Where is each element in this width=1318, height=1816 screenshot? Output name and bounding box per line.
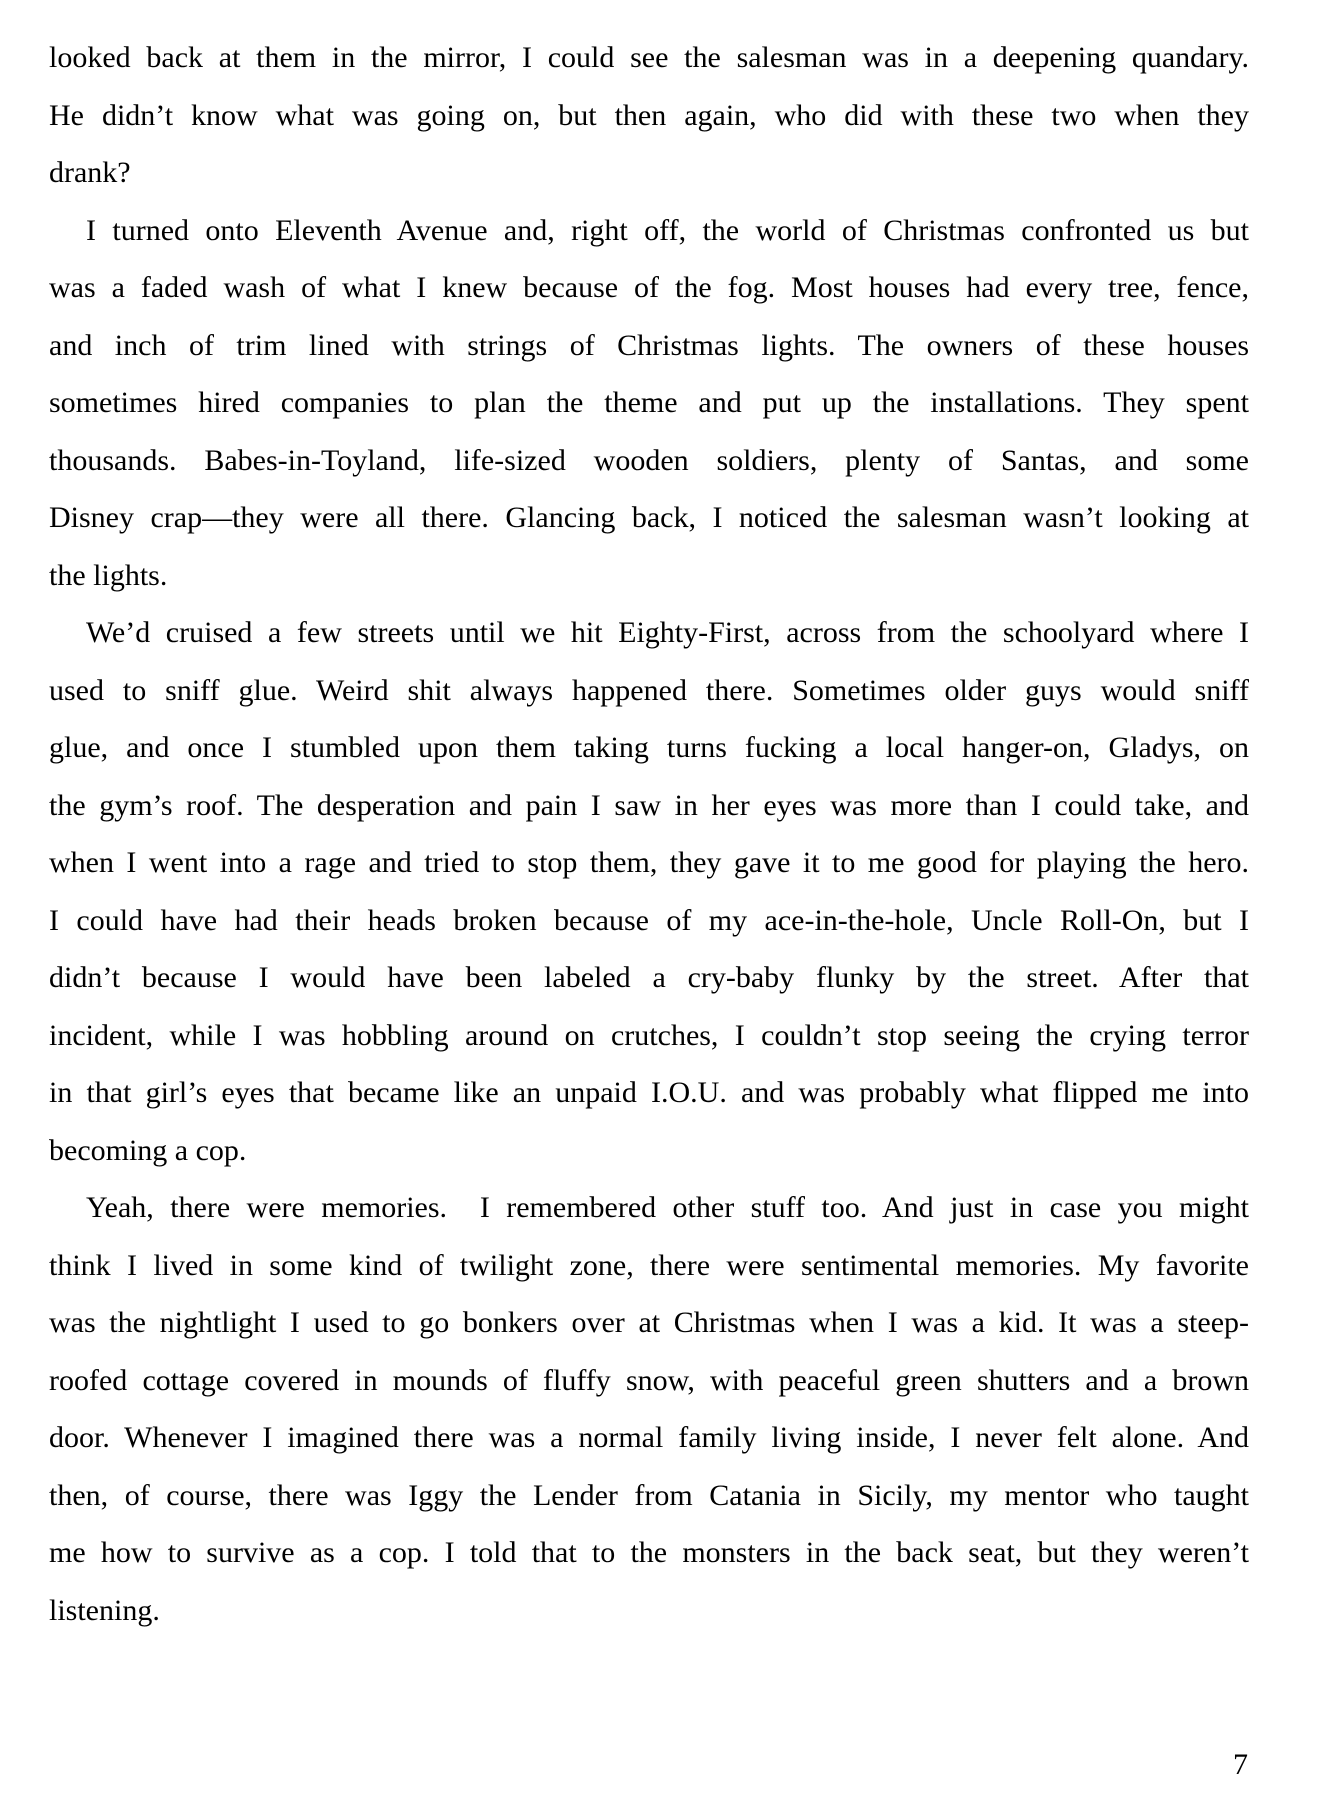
text-line: Yeah, there were memories. I remembered other stuff too. And just in case you might (86, 1191, 1249, 1224)
text-line: I could have had their heads broken because of my ace-in-the-hole, Uncle Roll-On, but I (49, 903, 1249, 937)
text-line: me how to survive as a cop. I told that to the monsters in the back seat, but they weren’t (49, 1536, 1249, 1569)
text-line: incident, while I was hobbling around on crutches, I couldn’t stop seeing the crying terror (49, 1018, 1249, 1052)
text-line: the gym’s roof. The desperation and pain I saw in her eyes was more than I could take, and (49, 788, 1249, 822)
text-line: looked back at them in the mirror, I could see the salesman was in a deepening quandary. (49, 41, 1249, 74)
text-line: glue, and once I stumbled upon them taking turns fucking a local hanger-on, Gladys, on (49, 731, 1249, 764)
text-line: didn’t because I would have been labeled a cry-baby flunky by the street. After that (49, 961, 1249, 994)
text-line: I turned onto Eleventh Avenue and, right off, the world of Christmas confronted us but (86, 213, 1249, 247)
paragraph (49, 29, 1249, 202)
text-line: used to sniff glue. Weird shit always happened there. Sometimes older guys would sniff (49, 673, 1249, 707)
page-number: 7 (1233, 1748, 1248, 1781)
text-line: then, of course, there was Iggy the Lender from Catania in Sicily, my mentor who taught (49, 1478, 1249, 1512)
text-line: listening. (49, 1593, 160, 1627)
text-line: Disney crap—they were all there. Glancing back, I noticed the salesman wasn’t looking at (49, 501, 1249, 534)
text-line: thousands. Babes-in-Toyland, life-sized wooden soldiers, plenty of Santas, and some (49, 443, 1249, 477)
paragraph (49, 604, 1249, 1179)
text-line: was a faded wash of what I knew because of the fog. Most houses had every tree, fence, (49, 271, 1249, 304)
text-line: think I lived in some kind of twilight zone, there were sentimental memories. My favorite (49, 1248, 1249, 1282)
text-line: roofed cottage covered in mounds of fluffy snow, with peaceful green shutters and a brown (49, 1363, 1249, 1397)
text-line: sometimes hired companies to plan the theme and put up the installations. They spent (49, 386, 1249, 419)
text-line: was the nightlight I used to go bonkers over at Christmas when I was a kid. It was a steep- (49, 1306, 1249, 1339)
page-text (49, 29, 1249, 1639)
paragraph (49, 202, 1249, 605)
text-line: door. Whenever I imagined there was a normal family living inside, I never felt alone. And (49, 1421, 1249, 1454)
text-line: in that girl’s eyes that became like an unpaid I.O.U. and was probably what flipped me into (49, 1076, 1249, 1109)
text-line: We’d cruised a few streets until we hit Eighty-First, across from the schoolyard where I (86, 616, 1249, 649)
text-line: when I went into a rage and tried to stop them, they gave it to me good for playing the hero. (49, 846, 1249, 879)
text-line: and inch of trim lined with strings of Christmas lights. The owners of these houses (49, 328, 1249, 362)
text-line: He didn’t know what was going on, but then again, who did with these two when they (49, 98, 1249, 132)
text-line: drank? (49, 156, 131, 189)
text-line: becoming a cop. (49, 1133, 247, 1167)
paragraph (49, 1179, 1249, 1639)
text-line: the lights. (49, 558, 168, 592)
